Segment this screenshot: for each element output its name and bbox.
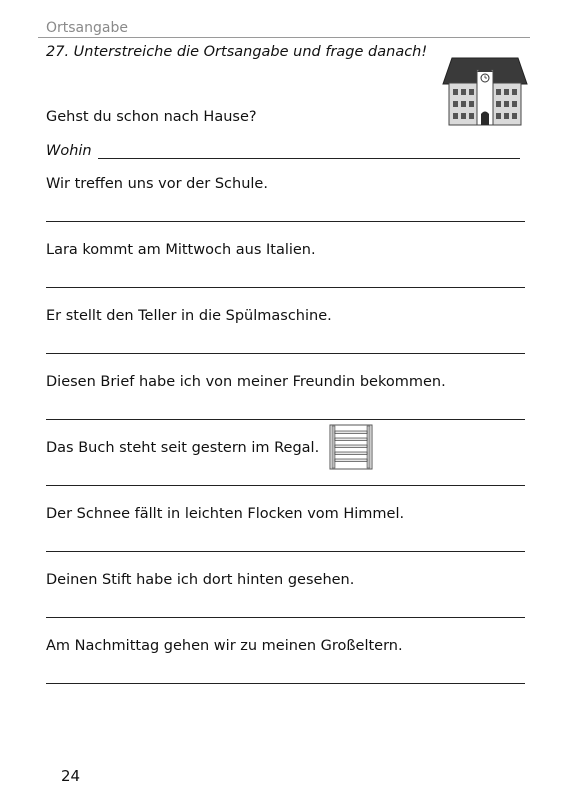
answer-line-7[interactable] [46,617,525,618]
answer-line-3[interactable] [46,353,525,354]
exercise-sentence-2: Lara kommt am Mittwoch aus Italien. [46,242,316,258]
answer-line-2[interactable] [46,287,525,288]
example-sentence: Gehst du schon nach Hause? [46,109,257,125]
exercise-sentence-4: Diesen Brief habe ich von meiner Freundin bekommen. [46,374,446,390]
answer-line-8[interactable] [46,683,525,684]
exercise-sentence-5: Das Buch steht seit gestern im Regal. [46,440,320,456]
exercise-sentence-8: Am Nachmittag gehen wir zu meinen Großeltern. [46,638,403,654]
answer-line-4[interactable] [46,419,525,420]
exercise-sentence-1: Wir treffen uns vor der Schule. [46,176,268,192]
page-number: 24 [61,767,81,785]
answer-line-6[interactable] [46,551,525,552]
page-header-title: Ortsangabe [46,20,128,36]
shelf-icon [328,423,374,471]
exercise-sentence-7: Deinen Stift habe ich dort hinten gesehen. [46,572,355,588]
exercise-sentence-6: Der Schnee fällt in leichten Flocken vom Himmel. [46,506,405,522]
task-instruction: 27. Unterstreiche die Ortsangabe und frage danach! [46,44,428,60]
school-building-icon [442,56,528,126]
exercise-sentence-3: Er stellt den Teller in die Spülmaschine. [46,308,332,324]
wohin-label: Wohin [46,143,92,159]
header-divider [38,37,530,38]
answer-line-5[interactable] [46,485,525,486]
answer-line-1[interactable] [46,221,525,222]
wohin-answer-line[interactable] [98,158,520,159]
